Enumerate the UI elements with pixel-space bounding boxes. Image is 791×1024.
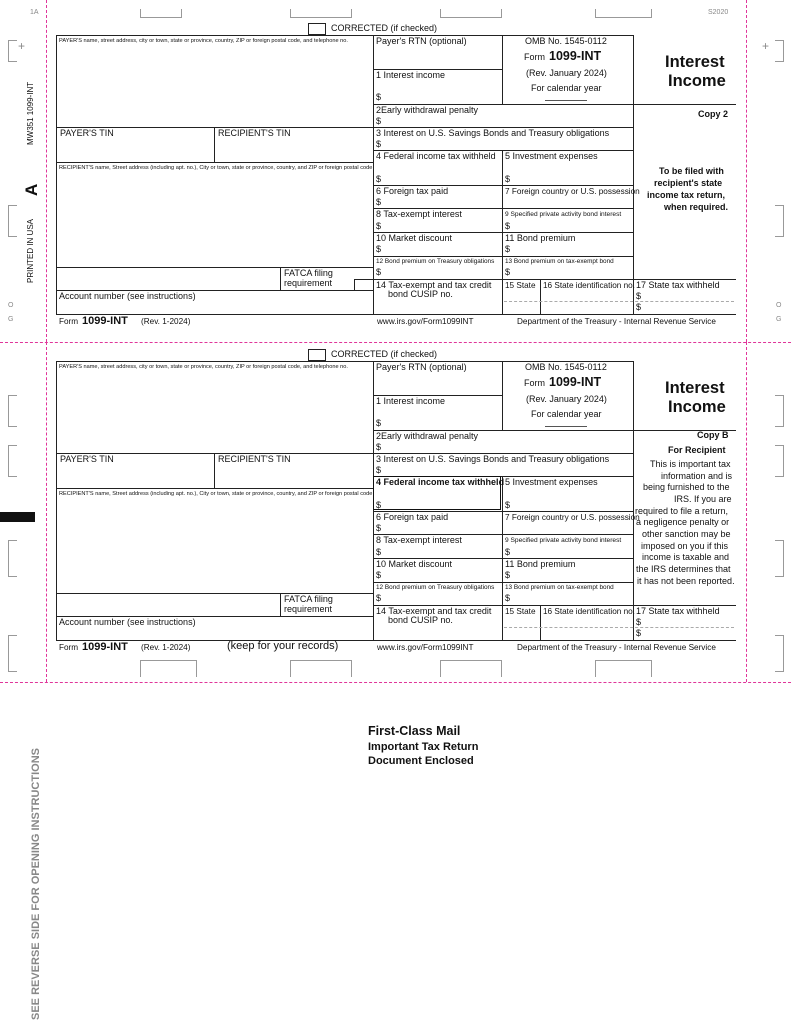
form-title-line2: Income <box>668 398 726 416</box>
crosshair-icon: + <box>18 39 26 53</box>
dollar-sign: $ <box>636 302 642 312</box>
page-perforation <box>0 682 791 683</box>
alignment-bracket <box>440 660 502 677</box>
box-number: 9 <box>505 537 509 544</box>
box17-label: State tax withheld <box>648 280 720 290</box>
fatca-label-line1: FATCA filing <box>284 268 333 278</box>
box6-label: Foreign tax paid <box>383 186 449 196</box>
box-number: 16 <box>543 281 553 290</box>
dollar-sign: $ <box>376 500 382 510</box>
dollar-sign: $ <box>505 570 511 580</box>
dollar-sign: $ <box>505 221 511 231</box>
box-number: 5 <box>505 151 511 161</box>
box-number: 8 <box>376 209 382 219</box>
box-number: 10 <box>376 559 387 569</box>
box5-label: Investment expenses <box>512 151 598 161</box>
payer-rtn-label: Payer's RTN (optional) <box>376 36 467 46</box>
mail-notice-line1: Important Tax Return <box>368 741 479 753</box>
box5-label: Investment expenses <box>512 477 598 487</box>
alignment-bracket <box>290 9 352 18</box>
copy-letter: A <box>22 183 41 196</box>
fatca-label-line2: requirement <box>284 604 333 614</box>
payer-rtn-label: Payer's RTN (optional) <box>376 362 467 372</box>
footer-department: Department of the Treasury - Internal Revenue Service <box>517 643 716 652</box>
box8-label: Tax-exempt interest <box>383 209 462 219</box>
box-number: 2 <box>376 105 382 115</box>
box11-label: Bond premium <box>516 559 576 569</box>
box13-label: Bond premium on tax-exempt bond <box>513 584 614 591</box>
box3-label: Interest on U.S. Savings Bonds and Treasury obligations <box>383 454 610 464</box>
dollar-sign: $ <box>376 593 382 603</box>
alignment-bracket <box>775 40 784 62</box>
opening-instructions: SEE REVERSE SIDE FOR OPENING INSTRUCTIONS <box>30 748 42 1020</box>
form-label: Form <box>524 378 545 388</box>
box3-label: Interest on U.S. Savings Bonds and Treasury obligations <box>383 128 610 138</box>
alignment-bracket <box>775 540 784 577</box>
dollar-sign: $ <box>505 547 511 557</box>
box-number: 10 <box>376 233 387 243</box>
recipient-tin-label: RECIPIENT'S TIN <box>218 128 291 138</box>
revision-date: (Rev. January 2024) <box>526 394 607 404</box>
footer-url: www.irs.gov/Form1099INT <box>377 643 474 652</box>
fatca-label-line2: requirement <box>284 278 333 288</box>
box-number: 1 <box>376 396 382 406</box>
alignment-bracket <box>8 635 17 672</box>
copy-note-line: IRS. If you are <box>674 494 732 504</box>
payer-tin-label: PAYER'S TIN <box>60 454 114 464</box>
payer-name-field[interactable] <box>59 372 369 450</box>
box1-label: Interest income <box>383 70 446 80</box>
account-number-label: Account number (see instructions) <box>59 291 196 301</box>
footer-form-name: 1099-INT <box>82 315 128 327</box>
page-perforation <box>0 342 791 343</box>
footer-rev: (Rev. 1-2024) <box>141 317 191 326</box>
copy-note-line: it has not been reported. <box>637 576 735 586</box>
stock-code: S2020 <box>708 9 729 16</box>
box9-label: Specified private activity bond interest <box>510 211 622 218</box>
payer-block-label: PAYER'S name, street address, city or town, state or province, country, ZIP or foreign postal code, and telephone no. <box>59 38 348 44</box>
copy-note-line: recipient's state <box>654 178 723 188</box>
revision-date: (Rev. January 2024) <box>526 68 607 78</box>
alignment-bracket <box>775 205 784 237</box>
dollar-sign: $ <box>505 593 511 603</box>
alignment-bracket <box>290 660 352 677</box>
left-perforation <box>46 0 47 342</box>
calendar-year-label: For calendar year <box>531 83 602 93</box>
payer-tin-label: PAYER'S TIN <box>60 128 114 138</box>
box-number: 17 <box>636 606 647 616</box>
mail-notice-line2: Document Enclosed <box>368 755 474 767</box>
box9-label: Specified private activity bond interest <box>510 537 622 544</box>
dollar-sign: $ <box>376 92 382 102</box>
box-number: 14 <box>376 606 387 616</box>
box14-label: Tax-exempt and tax credit <box>388 280 492 290</box>
dollar-sign: $ <box>376 465 382 475</box>
dollar-sign: $ <box>376 197 382 207</box>
copy-note-line: when required. <box>664 202 729 212</box>
box4-label: Federal income tax withheld <box>383 477 505 487</box>
box7-label: Foreign country or U.S. possession <box>511 187 640 196</box>
dollar-sign: $ <box>376 244 382 254</box>
timing-mark <box>0 512 35 522</box>
copy-label: Copy B <box>697 430 729 440</box>
copy-note-line: required to file a return, <box>635 506 729 516</box>
box-number: 1 <box>376 70 382 80</box>
copy-label: Copy 2 <box>698 109 729 119</box>
hole-mark: G <box>8 316 14 323</box>
box-number: 15 <box>505 281 515 290</box>
box-number: 12 <box>376 584 384 591</box>
copy-note-line: income is taxable and <box>642 552 730 562</box>
box2-label: Early withdrawal penalty <box>381 431 479 441</box>
box-number: 7 <box>505 187 510 196</box>
box-number: 2 <box>376 431 382 441</box>
box-number: 11 <box>505 233 515 243</box>
box-number: 8 <box>376 535 382 545</box>
side-form-code: MW351 1099-INT <box>26 81 35 145</box>
box14-label-line2: bond CUSIP no. <box>388 615 453 625</box>
form-title-line2: Income <box>668 72 726 90</box>
fatca-checkbox[interactable] <box>354 279 374 291</box>
printed-in-usa: PRINTED IN USA <box>26 218 35 283</box>
for-recipient: For Recipient <box>668 445 726 455</box>
box10-label: Market discount <box>388 233 453 243</box>
account-number-label: Account number (see instructions) <box>59 617 196 627</box>
payer-block-label: PAYER'S name, street address, city or town, state or province, country, ZIP or foreign postal code, and telephone no. <box>59 364 348 370</box>
hole-mark: G <box>776 316 782 323</box>
dollar-sign: $ <box>636 628 642 638</box>
box11-label: Bond premium <box>516 233 576 243</box>
copy-note-line: income tax return, <box>647 190 726 200</box>
dollar-sign: $ <box>505 267 511 277</box>
copy-note-line: other sanction may be <box>642 529 731 539</box>
corrected-checkbox[interactable] <box>308 23 326 35</box>
copy-note-line: information and is <box>661 471 733 481</box>
copy-note-line: being furnished to the <box>643 482 730 492</box>
form-title-line1: Interest <box>665 379 725 397</box>
form-name: 1099-INT <box>549 49 602 63</box>
corrected-label: CORRECTED (if checked) <box>331 23 438 33</box>
fatca-label-line1: FATCA filing <box>284 594 333 604</box>
box-number: 6 <box>376 512 382 522</box>
box-number: 7 <box>505 513 510 522</box>
box15-label: State <box>516 281 536 290</box>
box-number: 12 <box>376 258 384 265</box>
alignment-bracket <box>775 395 784 427</box>
dollar-sign: $ <box>376 418 382 428</box>
recipient-block-label: RECIPIENT'S name, Street address (including apt. no.), City or town, state or province, country, and ZIP or foreign postal code <box>59 165 373 171</box>
alignment-bracket <box>775 635 784 672</box>
dollar-sign: $ <box>376 221 382 231</box>
dollar-sign: $ <box>376 267 382 277</box>
crosshair-icon: + <box>762 39 770 53</box>
box8-label: Tax-exempt interest <box>383 535 462 545</box>
box7-label: Foreign country or U.S. possession <box>511 513 640 522</box>
box10-label: Market discount <box>388 559 453 569</box>
box-number: 6 <box>376 186 382 196</box>
box-number: 13 <box>505 258 513 265</box>
box12-label: Bond premium on Treasury obligations <box>384 258 495 265</box>
dollar-sign: $ <box>376 116 382 126</box>
box-number: 5 <box>505 477 511 487</box>
box16-label: State identification no. <box>554 607 635 616</box>
copy-note-line: This is important tax <box>650 459 731 469</box>
box-number: 14 <box>376 280 387 290</box>
payer-name-field[interactable] <box>59 46 369 124</box>
calendar-year-label: For calendar year <box>531 409 602 419</box>
alignment-bracket <box>775 445 784 477</box>
box16-label: State identification no. <box>554 281 635 290</box>
dollar-sign: $ <box>636 291 642 301</box>
form-title-line1: Interest <box>665 53 725 71</box>
alignment-bracket <box>8 205 17 237</box>
form-name: 1099-INT <box>549 375 602 389</box>
alignment-bracket <box>8 445 17 477</box>
box6-label: Foreign tax paid <box>383 512 449 522</box>
dollar-sign: $ <box>505 500 511 510</box>
dollar-sign: $ <box>376 547 382 557</box>
hole-mark: O <box>8 302 14 309</box>
box2-label: Early withdrawal penalty <box>381 105 479 115</box>
dollar-sign: $ <box>505 174 511 184</box>
dollar-sign: $ <box>505 244 511 254</box>
box14-label-line2: bond CUSIP no. <box>388 289 453 299</box>
footer-form-label: Form <box>59 643 79 652</box>
keep-for-records: (keep for your records) <box>227 640 339 652</box>
corrected-label: CORRECTED (if checked) <box>331 349 438 359</box>
alignment-bracket <box>595 660 652 677</box>
footer-form-name: 1099-INT <box>82 641 128 653</box>
dollar-sign: $ <box>636 617 642 627</box>
form-label: Form <box>524 52 545 62</box>
corrected-checkbox[interactable] <box>308 349 326 361</box>
left-perforation <box>46 342 47 682</box>
omb-number: OMB No. 1545-0112 <box>525 36 607 46</box>
box-number: 15 <box>505 607 515 616</box>
box-number: 3 <box>376 454 382 464</box>
box-number: 4 <box>376 477 382 487</box>
box-number: 17 <box>636 280 647 290</box>
dollar-sign: $ <box>376 442 382 452</box>
box-number: 3 <box>376 128 382 138</box>
box13-label: Bond premium on tax-exempt bond <box>513 258 614 265</box>
hole-mark: O <box>776 302 782 309</box>
copy-note-line: a negligence penalty or <box>636 517 730 527</box>
footer-form-label: Form <box>59 317 79 326</box>
copy-note-line: To be filed with <box>659 166 724 176</box>
box-number: 11 <box>505 559 515 569</box>
alignment-bracket <box>595 9 652 18</box>
right-perforation <box>746 342 747 682</box>
alignment-bracket <box>440 9 502 18</box>
box-number: 4 <box>376 151 382 161</box>
box15-label: State <box>516 607 536 616</box>
alignment-bracket <box>8 395 17 427</box>
dollar-sign: $ <box>376 570 382 580</box>
recipient-tin-label: RECIPIENT'S TIN <box>218 454 291 464</box>
box17-label: State tax withheld <box>648 606 720 616</box>
box-number: 9 <box>505 211 509 218</box>
sheet-code: 1A <box>30 9 39 16</box>
copy-note-line: imposed on you if this <box>641 541 729 551</box>
copy-note-line: the IRS determines that <box>636 564 731 574</box>
omb-number: OMB No. 1545-0112 <box>525 362 607 372</box>
recipient-block-label: RECIPIENT'S name, Street address (including apt. no.), City or town, state or province, country, and ZIP or foreign postal code <box>59 491 373 497</box>
footer-rev: (Rev. 1-2024) <box>141 643 191 652</box>
mail-class: First-Class Mail <box>368 724 461 738</box>
right-perforation <box>746 0 747 342</box>
box14-label: Tax-exempt and tax credit <box>388 606 492 616</box>
box1-label: Interest income <box>383 396 446 406</box>
box12-label: Bond premium on Treasury obligations <box>384 584 495 591</box>
box-number: 16 <box>543 607 553 616</box>
alignment-bracket <box>140 9 182 18</box>
footer-department: Department of the Treasury - Internal Revenue Service <box>517 317 716 326</box>
box-number: 13 <box>505 584 513 591</box>
alignment-bracket <box>8 40 17 62</box>
alignment-bracket <box>8 540 17 577</box>
box4-label: Federal income tax withheld <box>383 151 496 161</box>
dollar-sign: $ <box>376 174 382 184</box>
alignment-bracket <box>140 660 197 677</box>
footer-url: www.irs.gov/Form1099INT <box>377 317 474 326</box>
dollar-sign: $ <box>376 139 382 149</box>
dollar-sign: $ <box>376 523 382 533</box>
